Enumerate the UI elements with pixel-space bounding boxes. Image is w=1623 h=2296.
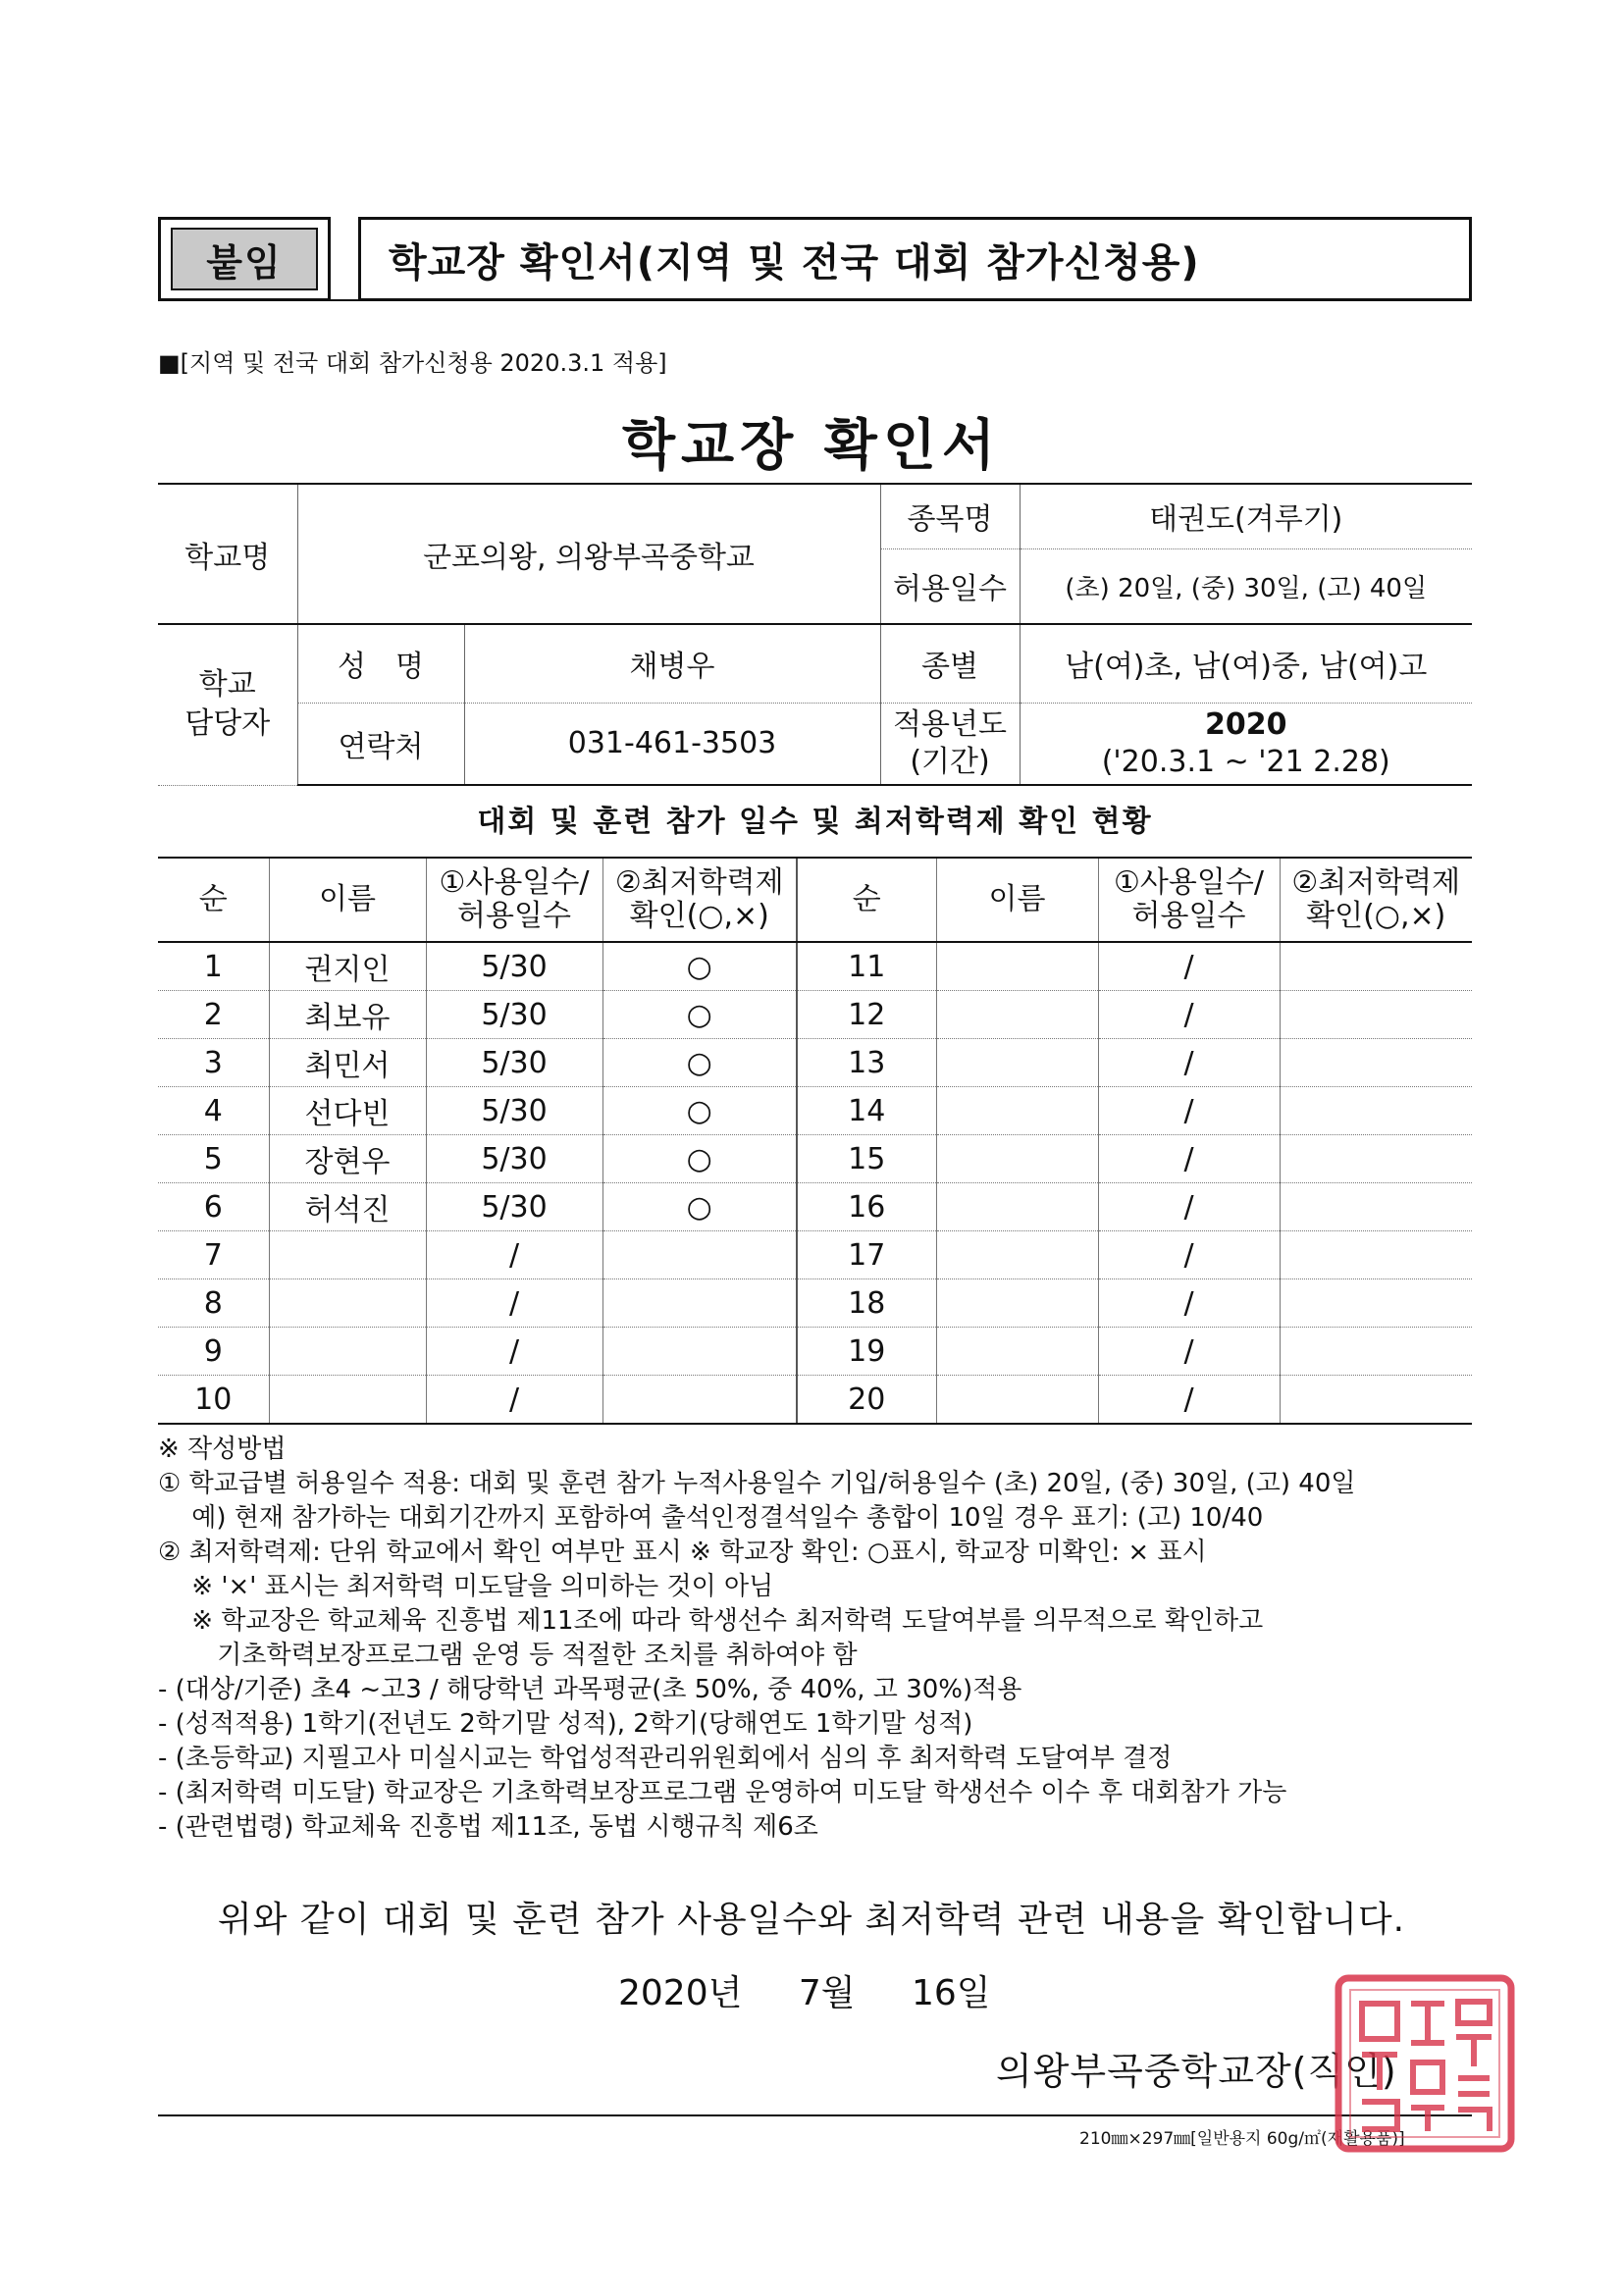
roster-check	[602, 1328, 797, 1376]
instructions	[158, 1433, 1478, 1845]
roster-name	[269, 942, 426, 991]
roster-no-text: 2	[203, 997, 223, 1032]
table-row	[158, 1135, 1472, 1183]
roster-days	[426, 1183, 602, 1231]
roster-days	[426, 1039, 602, 1087]
document-title: 학교장 확인서	[621, 414, 1002, 478]
roster-check	[602, 1183, 797, 1231]
roster-days-text: /	[1183, 1237, 1194, 1273]
roster-name	[269, 1376, 426, 1425]
roster-no	[158, 1087, 269, 1135]
roster-check	[1280, 991, 1472, 1039]
roster-check	[602, 1279, 797, 1328]
roster-no	[158, 1279, 269, 1328]
roster-days	[426, 1231, 602, 1279]
name-label: 성 명	[297, 624, 464, 703]
instruction-line: - (성적적용) 1학기(전년도 2학기말 성적), 2학기(당해연도 1학기말 성적)	[158, 1709, 973, 1739]
roster-no	[797, 1279, 936, 1328]
roster-no-text: 15	[848, 1141, 886, 1176]
instruction-line: - (대상/기준) 초4 ~고3 / 해당학년 과목평균(초 50%, 중 40%, 고 30%)적용	[158, 1675, 1022, 1704]
roster-no-text: 8	[203, 1285, 223, 1321]
roster-check	[602, 1376, 797, 1425]
roster-no	[158, 1135, 269, 1183]
roster-name	[269, 1328, 426, 1376]
header-title: 학교장 확인서(지역 및 전국 대회 참가신청용)	[358, 217, 1472, 301]
roster-name	[269, 1087, 426, 1135]
roster-name	[269, 1279, 426, 1328]
table-row	[158, 1279, 1472, 1328]
event-label: 종목명	[880, 484, 1020, 548]
roster-days	[1098, 1087, 1280, 1135]
roster-no	[158, 1376, 269, 1425]
roster-days	[426, 991, 602, 1039]
roster-days-text: /	[1183, 1045, 1194, 1080]
header-rule	[158, 299, 1472, 301]
roster-check	[1280, 1376, 1472, 1425]
roster-days-text: 5/30	[481, 1141, 548, 1176]
allowed-days-value: (초) 20일, (중) 30일, (고) 40일	[1020, 548, 1472, 624]
roster-no-text: 5	[203, 1141, 223, 1176]
roster-days-text: 5/30	[481, 997, 548, 1032]
paper-spec: 210㎜×297㎜[일반용지 60g/㎡(재활용품)]	[1079, 2129, 1405, 2149]
instruction-line: ※ '×' 표시는 최저학력 미도달을 의미하는 것이 아님	[158, 1572, 774, 1601]
year-label-line-1: 적용년도	[893, 706, 1007, 742]
roster-check	[1280, 1279, 1472, 1328]
roster-name-text: 권지인	[304, 953, 391, 987]
roster-days-text: /	[508, 1285, 520, 1321]
roster-name	[936, 1376, 1098, 1425]
roster-days-text: /	[1183, 997, 1194, 1032]
table-row	[158, 1087, 1472, 1135]
roster-name-text: 선다빈	[304, 1097, 391, 1131]
instruction-line: ※ 학교장은 학교체육 진흥법 제11조에 따라 학생선수 최저학력 도달여부를 의무적으로 확인하고	[158, 1606, 1264, 1636]
instruction-line: - (초등학교) 지필고사 미실시교는 학업성적관리위원회에서 심의 후 최저학력 도달여부 결정	[158, 1744, 1173, 1773]
roster-days	[1098, 1328, 1280, 1376]
roster-days-text: /	[508, 1333, 520, 1369]
roster-check	[1280, 1231, 1472, 1279]
roster-no-text: 17	[848, 1237, 886, 1273]
col-days-2-line-2: 허용일수	[1131, 899, 1246, 933]
roster-no-text: 14	[848, 1093, 886, 1128]
roster-days	[426, 1376, 602, 1425]
roster-no-text: 1	[203, 949, 223, 984]
roster-no	[797, 1183, 936, 1231]
roster-name	[936, 1279, 1098, 1328]
roster-days	[1098, 1183, 1280, 1231]
table-row	[158, 1328, 1472, 1376]
roster-check	[602, 942, 797, 991]
subheading: ■[지역 및 전국 대회 참가신청용 2020.3.1 적용]	[158, 349, 667, 377]
roster-days-text: /	[1183, 949, 1194, 984]
col-days-2	[1098, 858, 1280, 942]
roster-name	[936, 1183, 1098, 1231]
info-table	[158, 483, 1472, 786]
section-heading: 대회 및 훈련 참가 일수 및 최저학력제 확인 현황	[477, 805, 1153, 839]
col-no: 순	[158, 858, 269, 942]
instruction-line: - (관련법령) 학교체육 진흥법 제11조, 동법 시행규칙 제6조	[158, 1812, 818, 1842]
confirmation-statement: 위와 같이 대회 및 훈련 참가 사용일수와 최저학력 관련 내용을 확인합니다.	[217, 1900, 1406, 1940]
roster-no	[797, 1328, 936, 1376]
date-day: 16일	[912, 1973, 991, 2013]
issue-date	[618, 1965, 1036, 2015]
roster-no	[797, 1039, 936, 1087]
col-days-line-1: ①사용일수/	[439, 865, 590, 900]
roster-no-text: 13	[848, 1045, 886, 1080]
year: 2020	[1205, 706, 1287, 742]
attachment-tag	[158, 217, 331, 301]
roster-days	[1098, 1135, 1280, 1183]
roster-days	[1098, 1231, 1280, 1279]
roster-days-text: /	[1183, 1285, 1194, 1321]
roster-days-text: /	[1183, 1333, 1194, 1369]
roster-check	[602, 1231, 797, 1279]
roster-check	[602, 1135, 797, 1183]
roster-days	[426, 1279, 602, 1328]
roster-name-text: 최보유	[304, 1001, 391, 1035]
roster-header-row	[158, 858, 1472, 942]
roster-days	[426, 942, 602, 991]
roster-days-text: /	[508, 1382, 520, 1417]
event-value: 태권도(겨루기)	[1020, 484, 1472, 548]
roster-no	[797, 942, 936, 991]
roster-name	[936, 991, 1098, 1039]
roster-body	[158, 942, 1472, 1424]
roster-days	[1098, 1039, 1280, 1087]
col-check	[602, 858, 797, 942]
roster-no	[158, 1328, 269, 1376]
roster-check	[602, 1039, 797, 1087]
roster-name	[269, 1039, 426, 1087]
attachment-tag-label: 붙임	[171, 228, 318, 290]
roster-check-text: ○	[686, 949, 712, 984]
manager-label	[158, 624, 297, 785]
roster-no	[797, 1376, 936, 1425]
table-row	[158, 1376, 1472, 1425]
roster-no	[797, 1231, 936, 1279]
roster-check	[1280, 1135, 1472, 1183]
official-seal	[1333, 1972, 1517, 2155]
roster-name	[936, 942, 1098, 991]
col-check-line-1: ②최저학력제	[614, 865, 784, 900]
roster-name	[936, 1087, 1098, 1135]
manager-label-line-2: 담당자	[184, 706, 271, 742]
roster-no-text: 10	[194, 1382, 233, 1417]
roster-no-text: 6	[203, 1189, 223, 1225]
date-year: 2020년	[618, 1973, 743, 2013]
instruction-line: 기초학력보장프로그램 운영 등 적절한 조치를 취하여야 함	[158, 1641, 858, 1670]
roster-check	[1280, 942, 1472, 991]
manager-label-line-1: 학교	[198, 667, 256, 703]
roster-no-text: 11	[848, 949, 886, 984]
instruction-line: ※ 작성방법	[158, 1435, 287, 1464]
roster-no	[158, 942, 269, 991]
year-value	[1020, 703, 1472, 785]
roster-no-text: 16	[848, 1189, 886, 1225]
roster-name	[269, 1231, 426, 1279]
allowed-days-label: 허용일수	[880, 548, 1020, 624]
table-row	[158, 1039, 1472, 1087]
roster-no-text: 3	[203, 1045, 223, 1080]
roster-days-text: /	[508, 1237, 520, 1273]
roster-check	[1280, 1328, 1472, 1376]
col-days-2-line-1: ①사용일수/	[1114, 865, 1264, 900]
roster-no-text: 4	[203, 1093, 223, 1128]
roster-no-text: 19	[848, 1333, 886, 1369]
col-days-line-2: 허용일수	[457, 899, 571, 933]
roster-days-text: /	[1183, 1141, 1194, 1176]
instruction-line: ① 학교급별 허용일수 적용: 대회 및 훈련 참가 누적사용일수 기입/허용일수 (초) 20일, (중) 30일, (고) 40일	[158, 1469, 1356, 1498]
roster-table	[158, 857, 1472, 1425]
roster-no	[797, 1135, 936, 1183]
roster-days	[1098, 1279, 1280, 1328]
roster-days-text: 5/30	[481, 1093, 548, 1128]
period: ('20.3.1 ~ '21 2.28)	[1101, 744, 1390, 779]
roster-no	[158, 1231, 269, 1279]
roster-name	[936, 1328, 1098, 1376]
roster-days-text: /	[1183, 1093, 1194, 1128]
col-no-2: 순	[797, 858, 936, 942]
roster-days	[1098, 991, 1280, 1039]
roster-days-text: /	[1183, 1189, 1194, 1225]
contact-label: 연락처	[297, 703, 464, 785]
roster-name	[269, 1183, 426, 1231]
roster-days-text: 5/30	[481, 1189, 548, 1225]
col-days	[426, 858, 602, 942]
roster-days	[426, 1087, 602, 1135]
instruction-line: 예) 현재 참가하는 대회기간까지 포함하여 출석인정결석일수 총합이 10일 경우 표기: (고) 10/40	[158, 1503, 1264, 1533]
roster-check-text: ○	[686, 1045, 712, 1080]
roster-check-text: ○	[686, 1093, 712, 1128]
roster-days	[426, 1135, 602, 1183]
roster-no-text: 7	[203, 1237, 223, 1273]
roster-name	[269, 1135, 426, 1183]
roster-check-text: ○	[686, 1189, 712, 1225]
roster-no	[158, 991, 269, 1039]
roster-check-text: ○	[686, 1141, 712, 1176]
col-check-line-2: 확인(○,×)	[629, 899, 769, 933]
roster-days-text: 5/30	[481, 949, 548, 984]
table-row	[158, 991, 1472, 1039]
roster-name	[269, 991, 426, 1039]
gender-value: 남(여)초, 남(여)중, 남(여)고	[1020, 624, 1472, 703]
school-label: 학교명	[158, 484, 297, 624]
roster-days-text: /	[1183, 1382, 1194, 1417]
roster-no	[158, 1183, 269, 1231]
roster-no-text: 20	[848, 1382, 886, 1417]
roster-check	[1280, 1087, 1472, 1135]
roster-days	[426, 1328, 602, 1376]
col-check-2-line-1: ②최저학력제	[1291, 865, 1461, 900]
roster-name-text: 허석진	[304, 1193, 391, 1227]
col-name-2: 이름	[936, 858, 1098, 942]
col-name: 이름	[269, 858, 426, 942]
roster-no-text: 18	[848, 1285, 886, 1321]
school-value: 군포의왕, 의왕부곡중학교	[297, 484, 880, 624]
contact-value: 031-461-3503	[464, 703, 880, 785]
roster-name	[936, 1135, 1098, 1183]
instruction-line: - (최저학력 미도달) 학교장은 기초학력보장프로그램 운영하여 미도달 학생선수 이수 후 대회참가 가능	[158, 1778, 1287, 1807]
roster-no	[158, 1039, 269, 1087]
roster-check	[602, 991, 797, 1039]
roster-name	[936, 1039, 1098, 1087]
roster-check	[1280, 1039, 1472, 1087]
col-check-2	[1280, 858, 1472, 942]
roster-days	[1098, 1376, 1280, 1425]
roster-days	[1098, 942, 1280, 991]
roster-check-text: ○	[686, 997, 712, 1032]
footer-rule	[158, 2114, 1472, 2116]
roster-check	[602, 1087, 797, 1135]
year-label	[880, 703, 1020, 785]
roster-no-text: 12	[848, 997, 886, 1032]
roster-name	[936, 1231, 1098, 1279]
table-row	[158, 1183, 1472, 1231]
roster-no	[797, 1087, 936, 1135]
roster-name-text: 장현우	[304, 1145, 391, 1179]
year-label-line-2: (기간)	[910, 744, 990, 779]
date-month: 7월	[798, 1973, 856, 2013]
roster-name-text: 최민서	[304, 1049, 391, 1083]
roster-no	[797, 991, 936, 1039]
name-value: 채병우	[464, 624, 880, 703]
gender-label: 종별	[880, 624, 1020, 703]
table-row	[158, 942, 1472, 991]
roster-check	[1280, 1183, 1472, 1231]
instruction-line: ② 최저학력제: 단위 학교에서 확인 여부만 표시 ※ 학교장 확인: ○표시, 학교장 미확인: × 표시	[158, 1538, 1207, 1567]
roster-days-text: 5/30	[481, 1045, 548, 1080]
table-row	[158, 1231, 1472, 1279]
signer: 의왕부곡중학교장(직인)	[996, 2050, 1397, 2093]
roster-no-text: 9	[203, 1333, 223, 1369]
col-check-2-line-2: 확인(○,×)	[1306, 899, 1446, 933]
